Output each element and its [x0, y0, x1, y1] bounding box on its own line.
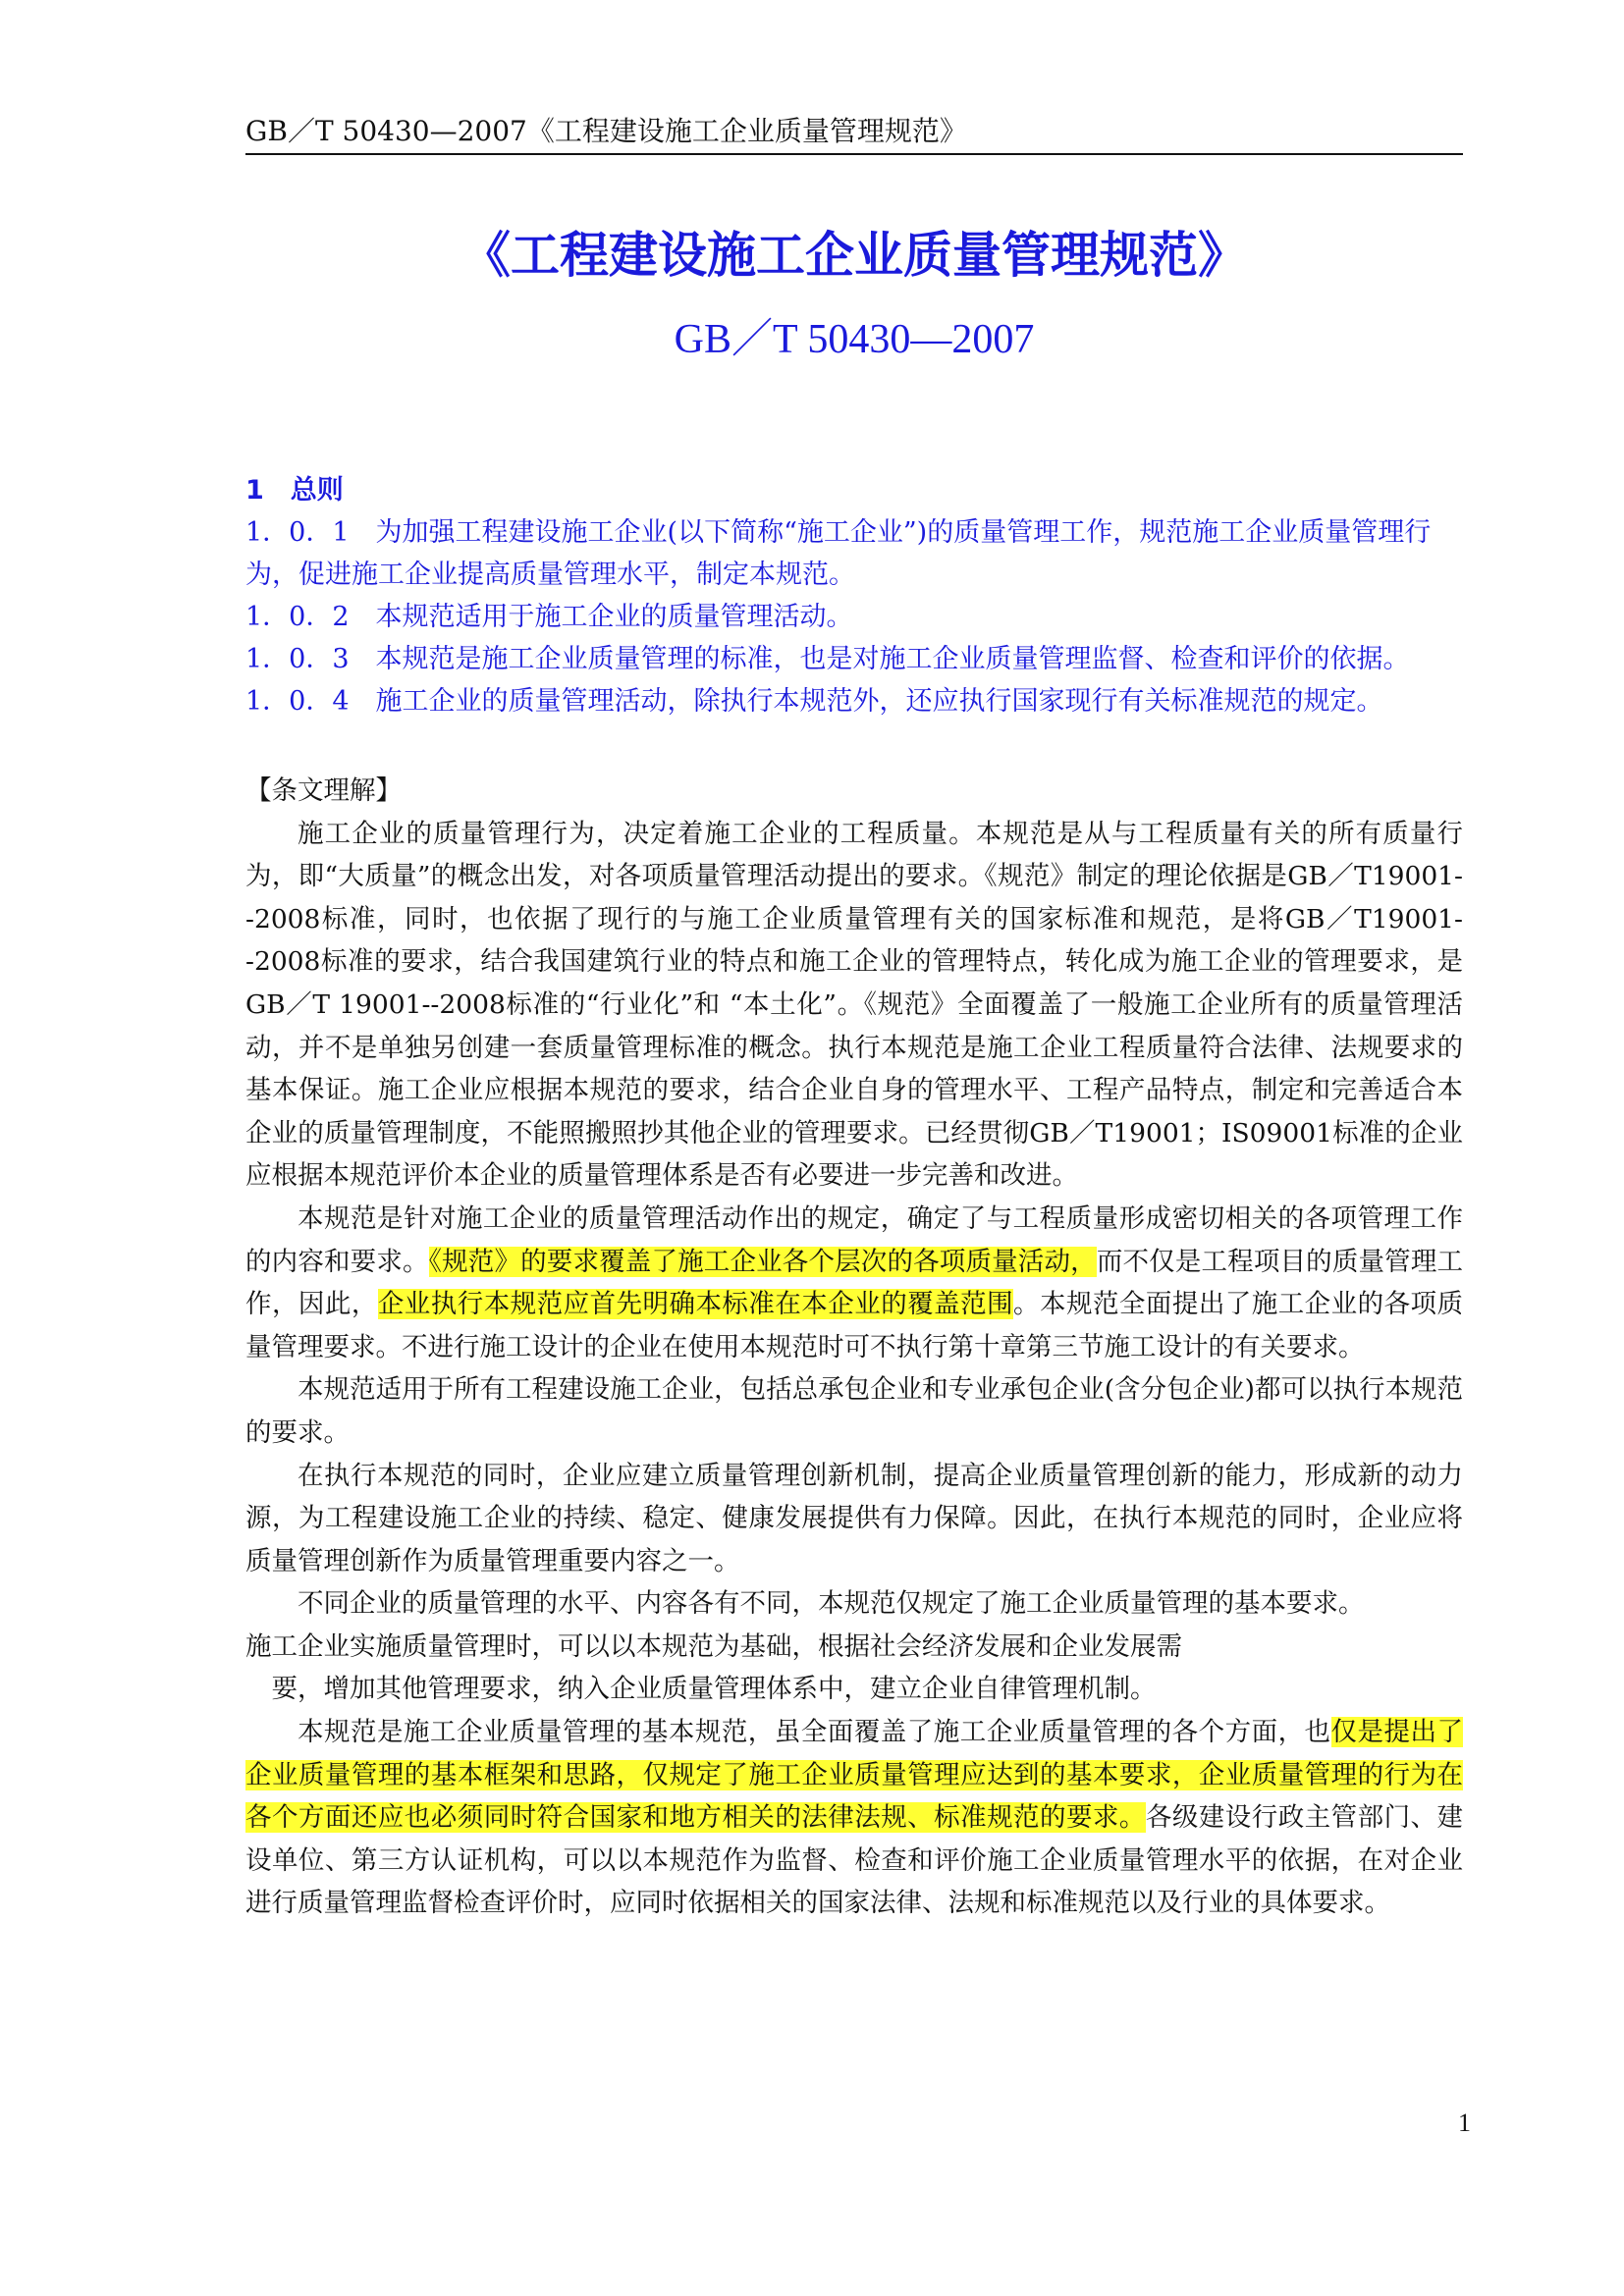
paragraph-2-text-c: 而不仅是工程项目的质量管理工作，因此，	[245, 1246, 1464, 1320]
commentary-paragraph-2	[245, 1198, 1463, 1368]
running-header: GB／T 50430—2007《工程建设施工企业质量管理规范》	[245, 114, 1463, 155]
commentary-paragraph-1: 施工企业的质量管理行为，决定着施工企业的工程质量。本规范是从与工程质量有关的所有质量行为，即“大质量”的概念出发，对各项质量管理活动提出的要求。《规范》制定的理论依据是GB／T19001--2008标准，同时，也依据了现行的与施工企业质量管理有关的国家标准和规范，是将GB／T19001--2008标准的要求，结合我国建筑行业的特点和施工企业的管理特点，转化成为施工企业的管理要求，是GB／T 19001--2008标准的“行业化”和 “本土化”。《规范》全面覆盖了一般施工企业所有的质量管理活动，并不是单独另创建一套质量管理标准的概念。执行本规范是施工企业工程质量符合法律、法规要求的基本保证。施工企业应根据本规范的要求，结合企业自身的管理水平、工程产品特点，制定和完善适合本企业的质量管理制度，不能照搬照抄其他企业的管理要求。已经贯彻GB／T19001；IS09001标准的企业应根据本规范评价本企业的质量管理体系是否有必要进一步完善和改进。	[245, 818, 1463, 1192]
document-title: 《工程建设施工企业质量管理规范》	[461, 226, 1247, 284]
commentary-paragraph-6	[245, 1711, 1463, 1925]
general-provisions-section	[245, 469, 1463, 722]
paragraph-6-text-a: 本规范是施工企业质量管理的基本规范，虽全面覆盖了施工企业质量管理的各个方面，也	[298, 1717, 1331, 1748]
paragraph-6-text-c: 各级建设行政主管部门、建设单位、第三方认证机构，可以以本规范作为监督、检查和评价施工企业质量管理水平的依据，在对企业进行质量管理监督检查评价时，应同时依据相关的国家法律、法规和标准规范以及行业的具体要求。	[245, 1802, 1464, 1919]
commentary-paragraph-5: 不同企业的质量管理的水平、内容各有不同，本规范仅规定了施工企业质量管理的基本要求。	[298, 1588, 1365, 1620]
paragraph-2-text-e: 。本规范全面提出了施工企业的各项质量管理要求。不进行施工设计的企业在使用本规范时可不执行第十章第三节施工设计的有关要求。	[245, 1289, 1464, 1362]
clause-1-0-1: 1．0．1 为加强工程建设施工企业(以下简称“施工企业”)的质量管理工作，规范施工企业质量管理行为，促进施工企业提高质量管理水平，制定本规范。	[245, 517, 1432, 590]
highlighted-text: 《规范》的要求覆盖了施工企业各个层次的各项质量活动，	[428, 1246, 1097, 1277]
clause-1-0-3: 1．0．3 本规范是施工企业质量管理的标准，也是对施工企业质量管理监督、检查和评价的依据。	[245, 644, 1410, 674]
clause-1-0-2: 1．0．2 本规范适用于施工企业的质量管理活动。	[245, 602, 853, 632]
highlighted-text: 企业执行本规范应首先明确本标准在本企业的覆盖范围	[377, 1289, 1014, 1320]
highlighted-text: 仅是提出了企业质量管理的基本框架和思路，仅规定了施工企业质量管理应达到的基本要求，企业质量管理的行为在各个方面还应也必须同时符合国家和地方相关的法律法规、标准规范的要求。	[245, 1717, 1464, 1834]
clause-1-0-4: 1．0．4 施工企业的质量管理活动，除执行本规范外，还应执行国家现行有关标准规范的规定。	[245, 686, 1383, 717]
commentary-heading: 【条文理解】	[245, 775, 402, 806]
section-heading: 1 总则	[245, 475, 344, 506]
commentary-paragraph-5-line-3: 要，增加其他管理要求，纳入企业质量管理体系中，建立企业自律管理机制。	[271, 1674, 1157, 1705]
standard-code: GB／T 50430—2007	[674, 317, 1035, 362]
commentary-paragraph-4: 在执行本规范的同时，企业应建立质量管理创新机制，提高企业质量管理创新的能力，形成新的动力源，为工程建设施工企业的持续、稳定、健康发展提供有力保障。因此，在执行本规范的同时，企业应将质量管理创新作为质量管理重要内容之一。	[245, 1460, 1463, 1576]
commentary-paragraph-5-line-2: 施工企业实施质量管理时，可以以本规范为基础，根据社会经济发展和企业发展需	[245, 1630, 1182, 1662]
paragraph-2-text-a: 本规范是针对施工企业的质量管理活动作出的规定，确定了与工程质量形成密切相关的各项管理工作的内容和要求。	[245, 1202, 1463, 1277]
page-number: 1	[1458, 2109, 1471, 2137]
commentary-section	[245, 770, 1463, 1925]
commentary-paragraph-3: 本规范适用于所有工程建设施工企业，包括总承包企业和专业承包企业(含分包企业)都可以执行本规范的要求。	[245, 1374, 1463, 1448]
